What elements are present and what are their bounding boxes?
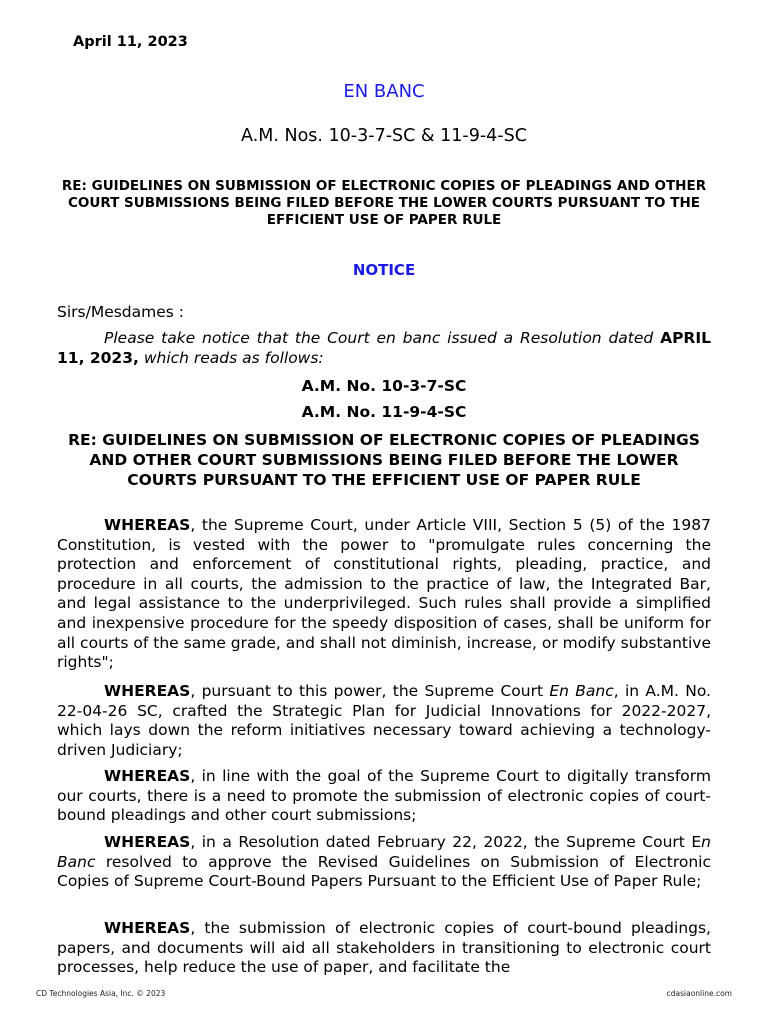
intro-date: APRIL 11, 2023, [57,329,712,367]
whereas-paragraph-1 [57,516,711,673]
intro-italic-2: which reads as follows: [138,348,324,367]
en-banc-heading: EN BANC [343,81,425,102]
paragraph-text: , the Supreme Court, under Article VIII, Section 5 (5) of the 1987 Constitution, is vested with the power to "promulgate rules concerning the protection and enforcement of constitutional rights, pleading, practice, and procedure in all courts, the admission to the practice of law, the Integrated Bar, and legal assistance to the underprivileged. Such rules shall provide a simplified and inexpensive procedure for the speedy disposition of cases, shall be uniform for all courts of the same grade, and shall not diminish, increase, or modify substantive rights"; [57,516,711,672]
paragraph-text: , the submission of electronic copies of court-bound pleadings, papers, and documents will aid all stakeholders in transitioning to electronic court processes, help reduce the use of paper, and facilitate the [57,919,711,977]
whereas-label: WHEREAS [104,833,191,851]
whereas-label: WHEREAS [104,919,191,937]
document-date: April 11, 2023 [73,34,188,50]
whereas-label: WHEREAS [104,682,191,700]
whereas-paragraph-5 [57,919,711,977]
en-banc-italic: En Banc [549,682,614,700]
footer-copyright: CD Technologies Asia, Inc. © 2023 [36,989,166,998]
paragraph-text: , in a Resolution dated February 22, 2022, the Supreme Court E [190,833,702,851]
paragraph-text: , in line with the goal of the Supreme Court to digitally transform our courts, there is a need to promote the submission of electronic copies of court-bound pleadings and other court submissions; [57,767,711,825]
notice-heading: NOTICE [352,261,416,279]
paragraph-text: , pursuant to this power, the Supreme Court [190,682,550,700]
whereas-paragraph-3 [57,767,711,826]
salutation: Sirs/Mesdames : [57,303,184,321]
document-title: RE: GUIDELINES ON SUBMISSION OF ELECTRONIC COPIES OF PLEADINGS AND OTHER COURT SUBMISSIONS BEING FILED BEFORE THE LOWER COURTS PURSUANT TO THE EFFICIENT USE OF PAPER RULE [61,178,707,228]
intro-paragraph [57,329,711,368]
whereas-paragraph-2 [57,682,711,760]
am-number-2: A.M. No. 11-9-4-SC [301,403,467,421]
whereas-paragraph-4 [57,833,711,892]
case-numbers: A.M. Nos. 10-3-7-SC & 11-9-4-SC [241,126,527,146]
resolution-title: RE: GUIDELINES ON SUBMISSION OF ELECTRONIC COPIES OF PLEADINGS AND OTHER COURT SUBMISSIONS BEING FILED BEFORE THE LOWER COURTS PURSUANT TO THE EFFICIENT USE OF PAPER RULE [68,431,700,489]
paragraph-text: , in A.M. No. 22-04-26 SC, crafted the Strategic Plan for Judicial Innovations for 2022-2027, which lays down the reform initiatives necessary toward achieving a technology-driven Judiciary; [57,682,711,759]
footer-website: cdasiaonline.com [666,989,732,998]
am-number-1: A.M. No. 10-3-7-SC [301,377,467,395]
whereas-label: WHEREAS [104,767,191,785]
intro-italic-1: Please take notice that the Court en banc issued a Resolution dated [104,329,654,347]
whereas-label: WHEREAS [104,516,191,534]
en-banc-italic: n Banc [57,833,711,871]
paragraph-text: resolved to approve the Revised Guidelines on Submission of Electronic Copies of Supreme Court-Bound Papers Pursuant to the Efficient Use of Paper Rule; [57,852,711,891]
